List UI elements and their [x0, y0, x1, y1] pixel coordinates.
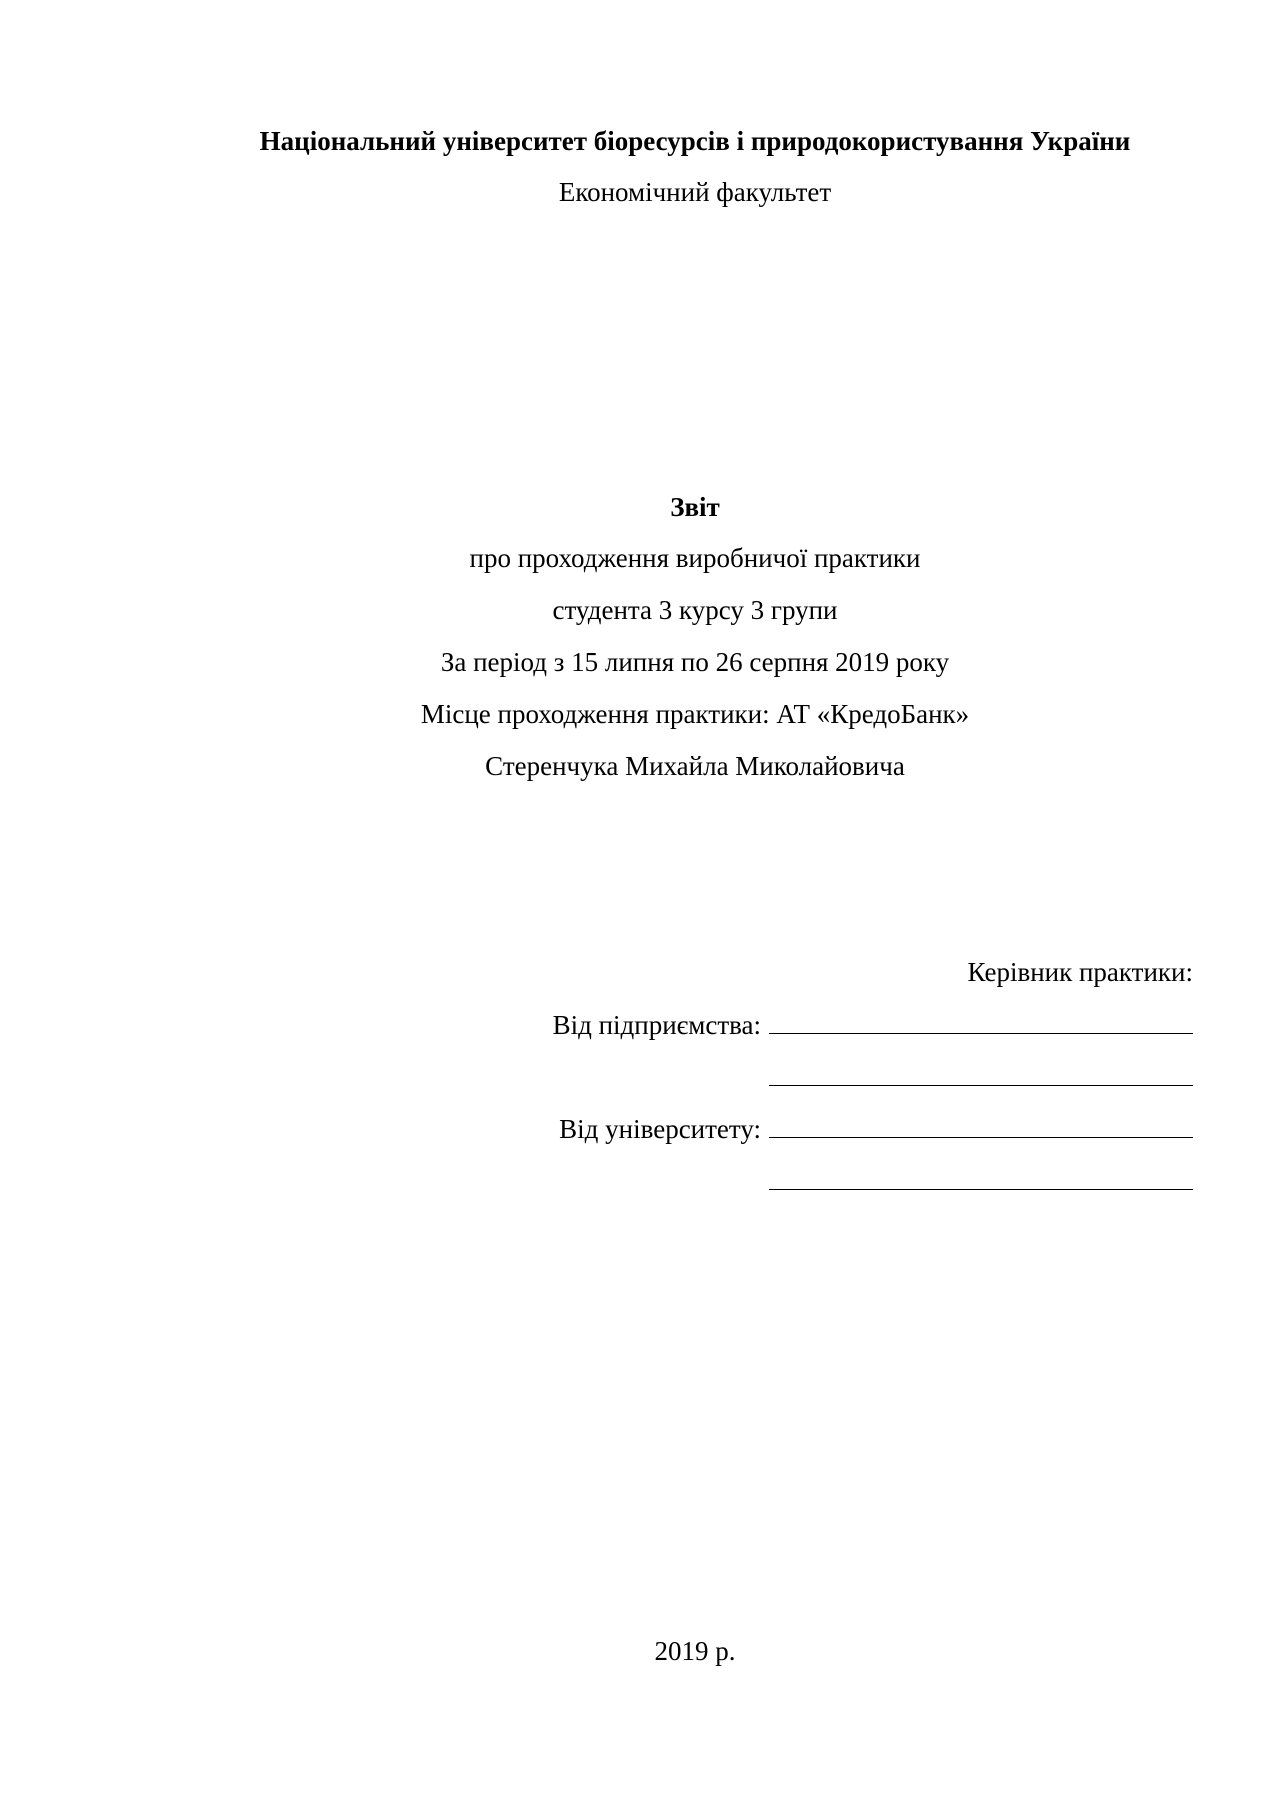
practice-place: Місце проходження практики: АТ «КредоБанк»: [420, 699, 970, 729]
student-name: Стеренчука Михайла Миколайовича: [485, 751, 905, 781]
report-title: Звіт: [670, 492, 720, 522]
university-signature-row: [559, 1111, 1193, 1146]
enterprise-signature-row: [553, 1007, 1193, 1042]
practice-period: За період з 15 липня по 26 серпня 2019 року: [440, 647, 950, 677]
faculty-name: Економічний факультет: [558, 177, 832, 207]
student-course: студента 3 курсу 3 групи: [552, 595, 838, 625]
enterprise-label: Від підприємства:: [552, 1010, 761, 1040]
university-second-line: [769, 1163, 1193, 1190]
report-subtitle: про проходження виробничої практики: [469, 543, 921, 573]
enterprise-second-line: [769, 1059, 1193, 1086]
university-second-line-row: [761, 1163, 1193, 1198]
enterprise-second-line-row: [761, 1059, 1193, 1094]
university-signature-line: [769, 1111, 1193, 1138]
university-label: Від університету:: [559, 1114, 761, 1144]
university-name: Національний університет біоресурсів і природокористування України: [259, 126, 1131, 156]
supervisor-heading: Керівник практики:: [967, 957, 1193, 987]
enterprise-signature-line: [769, 1007, 1193, 1034]
document-year: 2019 р.: [654, 1636, 736, 1666]
